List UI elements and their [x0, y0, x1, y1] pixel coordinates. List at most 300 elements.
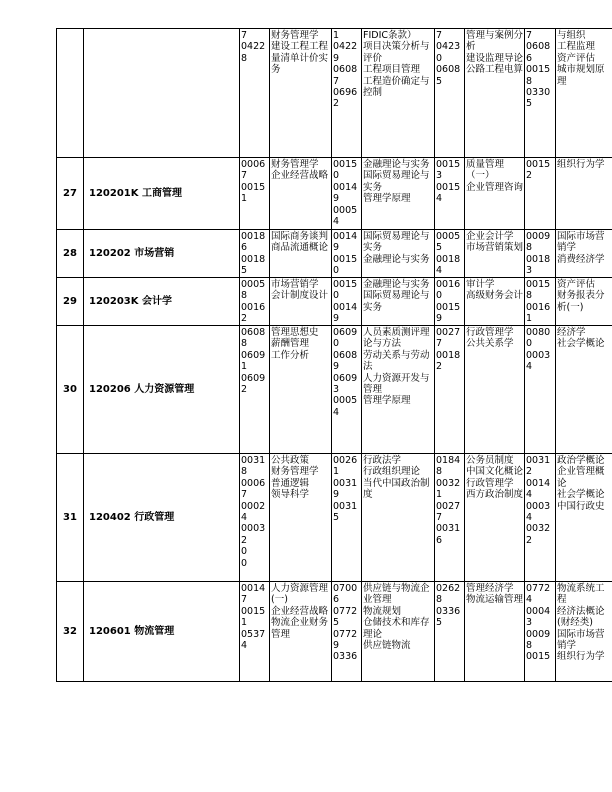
- course-name-cell: [270, 29, 332, 158]
- course-code: 0: [526, 338, 533, 350]
- course-code: 6: [333, 594, 340, 606]
- course-code: 5: [333, 512, 340, 524]
- course-code: 2: [526, 534, 533, 546]
- course-code: 0184: [436, 455, 461, 466]
- course-code: 8: [241, 52, 248, 64]
- course-name: 行政管理学: [466, 327, 514, 338]
- course-name: 工程监理: [557, 41, 596, 53]
- course-name-cell: [270, 278, 332, 326]
- course-code: 8: [241, 338, 248, 350]
- course-code-cell: [332, 29, 362, 158]
- course-code: 5: [436, 75, 443, 87]
- course-name: 工程项目管理: [363, 64, 421, 76]
- course-code-cell: [525, 278, 556, 326]
- course-code: 0015: [526, 279, 551, 290]
- course-code: 0: [333, 290, 340, 302]
- course-name: 供应链与物流企业管理: [363, 583, 430, 606]
- major-name: 120206 人力资源管理: [84, 326, 240, 454]
- course-code: 0014: [333, 301, 358, 313]
- course-name-cell: [270, 582, 332, 682]
- course-code: 0009: [526, 628, 551, 640]
- course-name-cell: [465, 158, 525, 230]
- course-code: 0015: [436, 301, 461, 313]
- course-code: 4: [333, 216, 340, 228]
- course-code: 0018: [241, 231, 266, 242]
- course-name: 薪酬管理: [271, 338, 310, 350]
- course-code-cell: [435, 326, 465, 454]
- course-code: 0014: [333, 231, 358, 242]
- major-name: 120201K 工商管理: [84, 158, 240, 230]
- course-code: 0006: [241, 159, 266, 170]
- course-code: 5: [333, 617, 340, 629]
- course-name: 社会学概论: [557, 338, 605, 350]
- course-code-cell: [525, 158, 556, 230]
- course-name: 会计制度设计: [271, 290, 329, 302]
- course-code: 4: [436, 193, 443, 205]
- course-code: 0031: [526, 455, 551, 466]
- course-code: 3: [526, 617, 533, 629]
- course-code: 0537: [241, 628, 266, 640]
- course-code: 0: [241, 546, 248, 558]
- major-name: 120202 市场营销: [84, 230, 240, 278]
- course-code: 0: [241, 557, 248, 569]
- course-code: 0002: [241, 500, 266, 512]
- course-name: 市场营销学: [271, 279, 319, 290]
- course-code: 0015: [526, 651, 551, 663]
- course-name: 财务管理学: [271, 30, 319, 41]
- course-code: 0015: [241, 605, 266, 617]
- course-code: 0015: [436, 159, 461, 170]
- course-code-cell: [435, 158, 465, 230]
- course-name: 仓储技术和库存理论: [363, 617, 430, 640]
- course-name: 当代中国政治制度: [363, 477, 430, 501]
- course-code: 0080: [526, 327, 551, 338]
- course-name: 消费经济学: [557, 253, 605, 265]
- course-code: 0608: [241, 327, 266, 338]
- course-name: 建设监理导论: [466, 52, 524, 64]
- major-name: [84, 29, 240, 158]
- course-code: 0696: [333, 87, 358, 99]
- course-code: 0609: [333, 372, 358, 384]
- course-code: 1: [526, 313, 533, 325]
- course-code: 7: [436, 512, 443, 524]
- course-name: 企业经营战略: [271, 605, 329, 617]
- course-name-cell: [556, 454, 612, 582]
- course-name: 国际贸易理论与实务: [363, 231, 430, 254]
- course-code: 0009: [526, 231, 551, 242]
- table-row: [57, 326, 612, 454]
- course-code-cell: [525, 29, 556, 158]
- course-name: 西方政治制度: [466, 489, 524, 501]
- course-name: 国际商务谈判: [271, 231, 329, 242]
- course-code-cell: [240, 326, 270, 454]
- course-code: 4: [526, 512, 533, 524]
- course-code: 5: [241, 265, 248, 277]
- course-code: 2: [333, 98, 340, 110]
- course-name: 工程造价确定与控制: [363, 75, 430, 99]
- course-name: 组织行为学: [557, 651, 605, 663]
- table-row: [57, 454, 612, 582]
- course-name: 管理经济学: [466, 583, 514, 594]
- course-name: 质量管理（一）: [466, 159, 505, 182]
- course-name: 行政管理学: [466, 477, 514, 489]
- course-code: 2: [526, 170, 533, 182]
- course-code: 8: [526, 640, 533, 652]
- major-name: 120402 行政管理: [84, 454, 240, 582]
- course-name: 金融理论与实务: [363, 279, 430, 290]
- course-name-cell: [362, 326, 435, 454]
- course-code-cell: [525, 230, 556, 278]
- course-code: 4: [333, 406, 340, 418]
- course-code: 0005: [333, 395, 358, 407]
- course-code: 7: [241, 489, 248, 501]
- course-name: 国际贸易理论与实务: [363, 170, 430, 193]
- course-code-cell: [240, 454, 270, 582]
- row-number: 29: [57, 278, 84, 326]
- course-code: 9: [333, 52, 340, 64]
- course-code: 0336: [436, 605, 461, 617]
- course-code: 0772: [333, 605, 358, 617]
- course-code: 9: [333, 242, 340, 254]
- course-code: 9: [333, 193, 340, 205]
- course-name: 与组织: [557, 30, 586, 41]
- course-code: 0016: [436, 279, 461, 290]
- course-code-cell: [525, 326, 556, 454]
- course-code: 1: [241, 361, 248, 373]
- course-code: 8: [436, 594, 443, 606]
- course-name: 人力资源开发与管理: [363, 372, 430, 396]
- course-name-cell: [465, 454, 525, 582]
- course-code: 9: [436, 313, 443, 325]
- course-code-cell: [240, 582, 270, 682]
- course-code: 1: [333, 30, 340, 41]
- course-code: 4: [241, 512, 248, 524]
- course-code: 8: [436, 466, 443, 478]
- course-name: 公务员制度: [466, 455, 514, 466]
- course-code: 0609: [333, 327, 358, 338]
- course-code-cell: [240, 230, 270, 278]
- course-code-cell: [332, 326, 362, 454]
- course-name-cell: [465, 230, 525, 278]
- course-code: 3: [526, 265, 533, 277]
- course-name: 供应链物流: [363, 640, 411, 652]
- course-code: 0422: [333, 41, 358, 53]
- course-code: 9: [333, 361, 340, 373]
- course-code: 3: [436, 170, 443, 182]
- course-code: 8: [526, 75, 533, 87]
- course-code: 1: [333, 466, 340, 478]
- course-name: 管理学原理: [363, 193, 411, 205]
- course-code: 0003: [241, 523, 266, 535]
- course-code-cell: [435, 278, 465, 326]
- course-name: 物流运输管理: [466, 594, 524, 606]
- course-code: 0330: [526, 87, 551, 99]
- table-row: [57, 158, 612, 230]
- course-name: 企业经营战略: [271, 170, 329, 182]
- course-name: 资产评估: [557, 52, 596, 64]
- course-code: 0: [436, 52, 443, 64]
- course-code-cell: [435, 29, 465, 158]
- course-name-cell: [556, 158, 612, 230]
- course-code: 0003: [526, 500, 551, 512]
- course-code: 0016: [241, 301, 266, 313]
- course-code: 0422: [241, 41, 266, 53]
- course-code: 2: [241, 534, 248, 546]
- course-name-cell: [362, 158, 435, 230]
- course-code: 5: [436, 242, 443, 254]
- course-name: 管理思想史: [271, 327, 319, 338]
- course-code: 0608: [333, 64, 358, 76]
- course-name: 企业会计学: [466, 231, 514, 242]
- course-name: 政治学概论: [557, 455, 605, 466]
- course-code: 8: [526, 290, 533, 302]
- course-code: 8: [241, 466, 248, 478]
- course-code-cell: [332, 278, 362, 326]
- course-code: 1: [436, 489, 443, 501]
- row-number: 28: [57, 230, 84, 278]
- row-number: 32: [57, 582, 84, 682]
- course-code: 0032: [436, 477, 461, 489]
- course-name: 工作分析: [271, 349, 310, 361]
- course-code: 4: [526, 361, 533, 373]
- course-code-cell: [240, 278, 270, 326]
- course-name: 金融理论与实务: [363, 159, 430, 170]
- course-name-cell: [465, 29, 525, 158]
- course-code: 2: [241, 313, 248, 325]
- course-name: 资产评估: [557, 279, 596, 290]
- course-code: 0608: [333, 349, 358, 361]
- course-code: 1: [241, 617, 248, 629]
- course-code: 0336: [333, 651, 358, 663]
- course-code: 0016: [526, 301, 551, 313]
- course-code: 0700: [333, 583, 358, 594]
- course-code: 0031: [241, 455, 266, 466]
- course-code: 2: [436, 361, 443, 373]
- course-code: 0: [333, 338, 340, 350]
- course-name: 国际贸易理论与实务: [363, 290, 430, 313]
- course-name: 管理学原理: [363, 395, 411, 407]
- table-row: [57, 278, 612, 326]
- course-code-cell: [332, 230, 362, 278]
- table-row: [57, 29, 612, 158]
- course-code: 0015: [241, 181, 266, 193]
- course-table: [56, 28, 612, 682]
- course-code: 0005: [241, 279, 266, 290]
- course-code: 4: [526, 489, 533, 501]
- course-code: 9: [333, 313, 340, 325]
- course-code: 9: [333, 489, 340, 501]
- course-name-cell: [270, 326, 332, 454]
- course-name: 人力资源管理(一): [271, 583, 329, 606]
- course-name: 企业管理概论: [557, 466, 605, 489]
- course-name: 人员素质测评理论与方法: [363, 327, 430, 350]
- course-code: 0005: [436, 231, 461, 242]
- course-name: 企业管理咨询: [466, 181, 524, 193]
- course-code-cell: [525, 454, 556, 582]
- course-name: 商品流通概论: [271, 242, 329, 254]
- course-name-cell: [362, 454, 435, 582]
- course-code: 6: [526, 52, 533, 64]
- course-code-cell: [525, 582, 556, 682]
- course-code: 0015: [333, 279, 358, 290]
- course-name-cell: [362, 29, 435, 158]
- course-code: 0004: [526, 605, 551, 617]
- course-code: 0027: [436, 327, 461, 338]
- course-code: 3: [333, 384, 340, 396]
- course-code: 0014: [241, 583, 266, 594]
- course-code: 7: [526, 30, 533, 41]
- course-code: 7: [241, 170, 248, 182]
- course-code: 0772: [526, 583, 551, 594]
- course-name: 国际市场营销学: [557, 628, 605, 652]
- course-name: 市场营销策划: [466, 242, 524, 254]
- course-name-cell: [465, 582, 525, 682]
- course-name-cell: [270, 230, 332, 278]
- row-number: 27: [57, 158, 84, 230]
- course-code: 0005: [333, 204, 358, 216]
- course-code: 0423: [436, 41, 461, 53]
- course-code: 0015: [526, 64, 551, 76]
- course-code: 0018: [436, 253, 461, 265]
- course-name: 行政法学: [363, 455, 402, 466]
- course-code: 0262: [436, 583, 461, 594]
- course-code: 0015: [436, 181, 461, 193]
- course-name: 劳动关系与劳动法: [363, 349, 430, 373]
- course-name: 领导科学: [271, 489, 310, 501]
- course-name: 高级财务会计: [466, 290, 524, 302]
- course-code: 0772: [333, 628, 358, 640]
- course-code: 7: [241, 30, 248, 41]
- course-code: 7: [333, 75, 340, 87]
- course-name: 组织行为学: [557, 159, 605, 170]
- course-name: 公共政策: [271, 455, 310, 466]
- course-code-cell: [332, 582, 362, 682]
- course-code: 5: [526, 98, 533, 110]
- course-code: 0015: [333, 159, 358, 170]
- course-name: 管理与案例分析: [466, 30, 524, 53]
- course-name: 普通逻辑: [271, 477, 310, 489]
- course-code: 0018: [241, 253, 266, 265]
- course-name-cell: [362, 278, 435, 326]
- course-code: 0006: [241, 477, 266, 489]
- course-name-cell: [556, 230, 612, 278]
- course-code: 0031: [436, 523, 461, 535]
- course-name: 经济法概论(财经类): [557, 605, 605, 629]
- course-code: 1: [241, 193, 248, 205]
- course-code: 0018: [526, 253, 551, 265]
- course-name: 中国文化概论: [466, 466, 524, 478]
- course-code: 7: [436, 338, 443, 350]
- course-code: 6: [436, 534, 443, 546]
- course-code: 2: [526, 466, 533, 478]
- course-code: 0609: [241, 349, 266, 361]
- course-code: 0031: [333, 477, 358, 489]
- course-code: 0608: [526, 41, 551, 53]
- course-name: 公路工程电算: [466, 64, 524, 76]
- table-row: [57, 230, 612, 278]
- course-code-cell: [240, 158, 270, 230]
- course-code: 7: [436, 30, 443, 41]
- course-code: 5: [436, 617, 443, 629]
- course-name-cell: [556, 29, 612, 158]
- course-code: 0018: [436, 349, 461, 361]
- course-code: 0014: [333, 181, 358, 193]
- course-name-cell: [362, 230, 435, 278]
- course-code: 0003: [526, 349, 551, 361]
- course-name-cell: [556, 326, 612, 454]
- course-name: 中国行政史: [557, 500, 605, 512]
- course-code: 0609: [241, 372, 266, 384]
- course-code: 0: [436, 290, 443, 302]
- course-code: 4: [526, 594, 533, 606]
- course-code: 8: [526, 242, 533, 254]
- course-name-cell: [362, 582, 435, 682]
- course-code: 0026: [333, 455, 358, 466]
- course-name: 物流企业财务管理: [271, 617, 329, 640]
- course-code: 7: [241, 594, 248, 606]
- major-name: 120601 物流管理: [84, 582, 240, 682]
- table-row: [57, 582, 612, 682]
- course-code-cell: [332, 158, 362, 230]
- course-code: 4: [436, 265, 443, 277]
- major-name: 120203K 会计学: [84, 278, 240, 326]
- course-name: 财务管理学: [271, 466, 319, 478]
- row-number: 31: [57, 454, 84, 582]
- course-code: 9: [333, 640, 340, 652]
- course-name-cell: [556, 278, 612, 326]
- course-code: 0014: [526, 477, 551, 489]
- course-code: 0031: [333, 500, 358, 512]
- row-number: [57, 29, 84, 158]
- course-name: 项目决策分析与评价: [363, 41, 430, 64]
- course-code-cell: [435, 454, 465, 582]
- row-number: 30: [57, 326, 84, 454]
- course-code: 0: [333, 170, 340, 182]
- course-name: 物流系统工程: [557, 583, 605, 606]
- course-name-cell: [465, 326, 525, 454]
- course-code: 2: [241, 384, 248, 396]
- course-code: 6: [241, 242, 248, 254]
- course-name-cell: [465, 278, 525, 326]
- course-name: 物流规划: [363, 605, 402, 617]
- course-code: 0027: [436, 500, 461, 512]
- course-name: 社会学概论: [557, 489, 605, 501]
- course-code: 0: [333, 265, 340, 277]
- course-code-cell: [240, 29, 270, 158]
- course-name: 公共关系学: [466, 338, 514, 350]
- course-name-cell: [556, 582, 612, 682]
- course-name: 行政组织理论: [363, 466, 421, 478]
- course-code-cell: [332, 454, 362, 582]
- course-name: 审计学: [466, 279, 495, 290]
- course-name: 国际市场营销学: [557, 231, 605, 254]
- course-code-cell: [435, 230, 465, 278]
- course-name-cell: [270, 158, 332, 230]
- course-name: 建设工程工程量清单计价实务: [271, 41, 329, 76]
- course-name: 财务报表分析(一): [557, 290, 605, 313]
- course-name: 城市规划原理: [557, 64, 605, 87]
- course-code: 0608: [436, 64, 461, 76]
- course-code: 4: [241, 640, 248, 652]
- course-code: 0015: [526, 159, 551, 170]
- course-name-cell: [270, 454, 332, 582]
- course-code: 0015: [333, 253, 358, 265]
- course-code-cell: [435, 582, 465, 682]
- course-name: 经济学: [557, 327, 586, 338]
- course-code: 0032: [526, 523, 551, 535]
- course-code: 8: [241, 290, 248, 302]
- table-body: [57, 29, 612, 682]
